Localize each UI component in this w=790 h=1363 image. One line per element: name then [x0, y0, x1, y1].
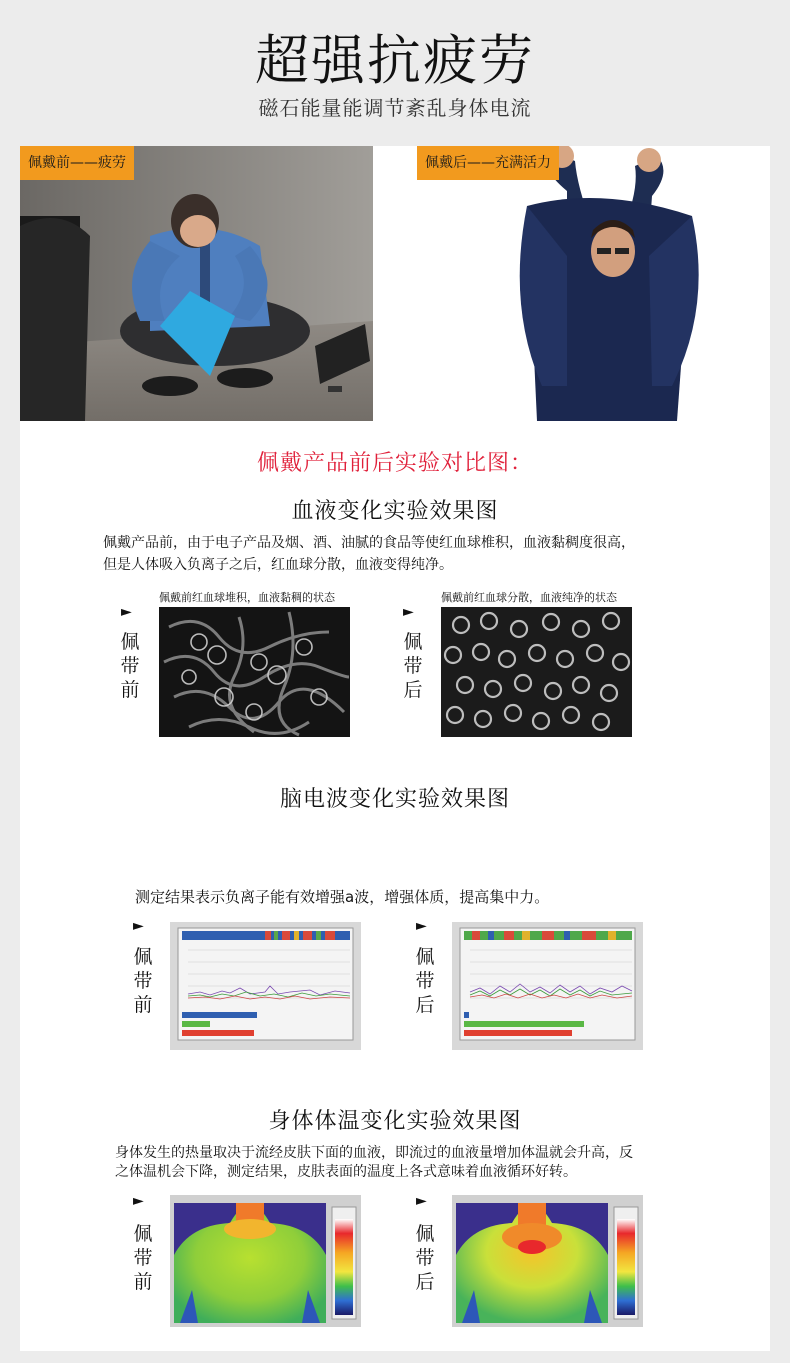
thermal-before-image — [170, 1195, 361, 1327]
blood-before-micrograph — [159, 607, 350, 737]
body-temp-section-title: 身体体温变化实验效果图 — [268, 1109, 522, 1134]
arrow-icon: ► — [416, 1193, 427, 1209]
tired-man-illustration — [20, 146, 373, 421]
thermal-after-graphic — [452, 1195, 643, 1327]
blood-after-caption: 佩戴前红血球分散，血液纯净的状态 — [441, 591, 617, 604]
brainwave-before-label: 佩带前 — [133, 946, 153, 1016]
arrow-icon: ► — [403, 604, 414, 620]
arrow-icon: ► — [416, 918, 427, 934]
arrow-icon: ► — [121, 604, 132, 620]
brainwave-before-chart — [170, 922, 361, 1050]
thermal-after-image — [452, 1195, 643, 1327]
energetic-man-illustration — [417, 146, 770, 421]
arrow-icon: ► — [133, 1193, 144, 1209]
body-temp-before-label: 佩带前 — [133, 1223, 153, 1293]
before-photo — [20, 146, 373, 421]
blood-after-label: 佩带后 — [403, 631, 423, 701]
blood-section-title: 血液变化实验效果图 — [291, 499, 499, 524]
dispersed-cells-image — [441, 607, 632, 737]
brainwave-paragraph: 测定结果表示负离子能有效增强a波，增强体质，提高集中力。 — [135, 888, 550, 906]
body-temp-after-label: 佩带后 — [415, 1223, 435, 1293]
after-photo — [417, 146, 770, 421]
brainwave-after-chart — [452, 922, 643, 1050]
page-title: 超强抗疲劳 — [255, 29, 535, 92]
comparison-title: 佩戴产品前后实验对比图： — [256, 451, 533, 476]
brainwave-section-title: 脑电波变化实验效果图 — [279, 787, 510, 812]
blood-after-micrograph — [441, 607, 632, 737]
body-temp-paragraph-line2: 之体温机会下降，测定结果，皮肤表面的温度上各式意味着血液循环好转。 — [115, 1164, 577, 1180]
clumped-cells-image — [159, 607, 350, 737]
page-subtitle: 磁石能量能调节紊乱身体电流 — [258, 96, 532, 120]
brainwave-after-label: 佩带后 — [415, 946, 435, 1016]
blood-before-caption: 佩戴前红血球堆积，血液黏稠的状态 — [159, 591, 335, 604]
arrow-icon: ► — [133, 918, 144, 934]
after-photo-tag: 佩戴后——充满活力 — [417, 146, 559, 180]
blood-paragraph-line1: 佩戴产品前，由于电子产品及烟、酒、油腻的食品等使红血球椎积，血液黏稠度很高， — [103, 535, 635, 551]
before-photo-tag: 佩戴前——疲劳 — [20, 146, 134, 180]
eeg-after-image — [452, 922, 643, 1050]
blood-before-label: 佩带前 — [120, 631, 140, 701]
thermal-before-graphic — [170, 1195, 361, 1327]
blood-paragraph-line2: 但是人体吸入负离子之后，红血球分散，血液变得纯净。 — [103, 557, 453, 573]
eeg-before-image — [170, 922, 361, 1050]
body-temp-paragraph-line1: 身体发生的热量取决于流经皮肤下面的血液，即流过的血液量增加体温就会升高，反 — [115, 1145, 633, 1161]
